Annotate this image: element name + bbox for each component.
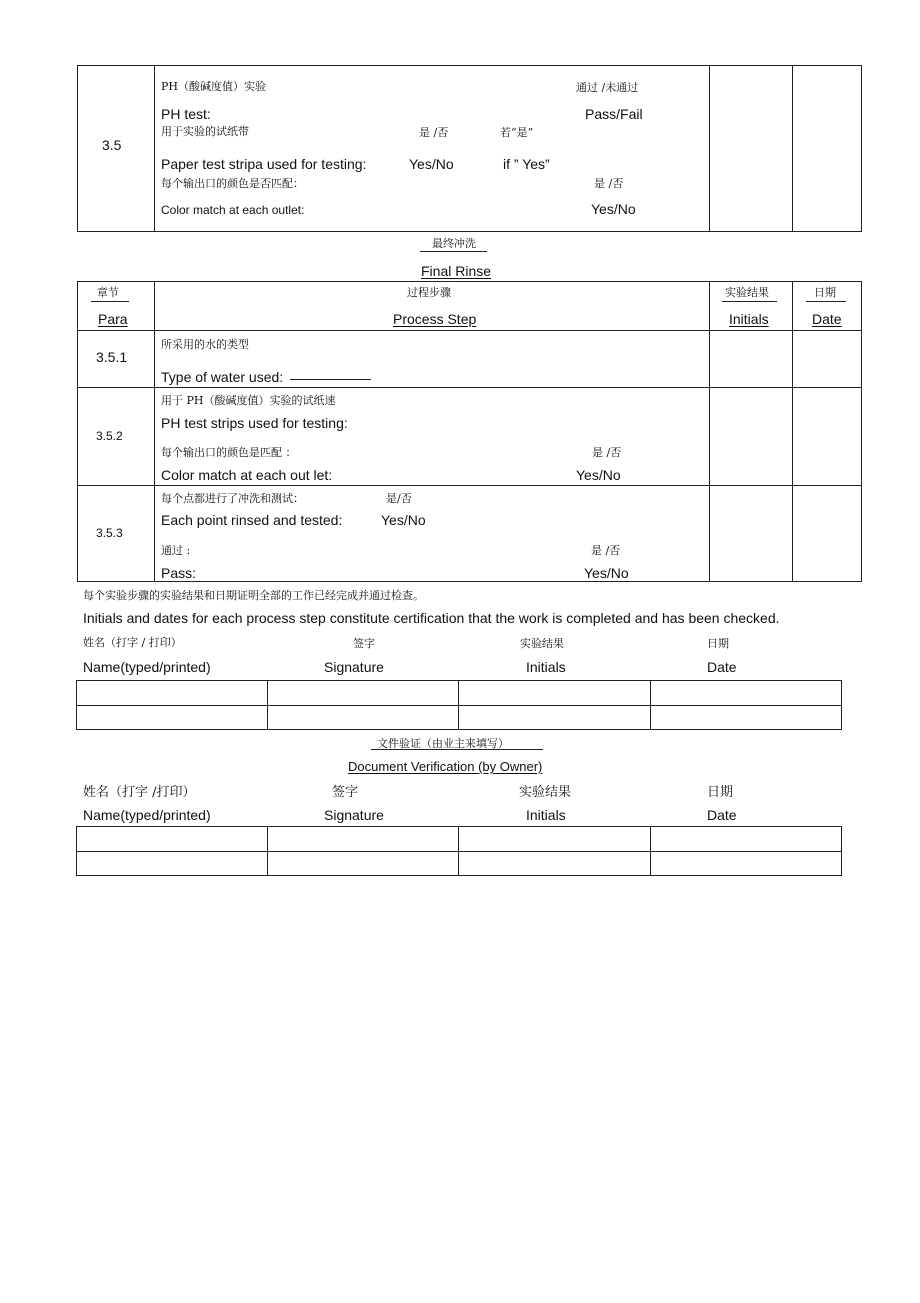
header-step-cn: 过程步骤 bbox=[407, 286, 451, 299]
pass-fail-label-cn: 通过 /未通过 bbox=[576, 81, 639, 94]
initials-header-cn: 实验结果 bbox=[520, 637, 564, 650]
row-para-number: 3.5.3 bbox=[96, 526, 123, 540]
rinse-test-label-cn: 每个点都进行了冲洗和测试： bbox=[161, 492, 304, 505]
yes-no-label: Yes/No bbox=[381, 512, 426, 528]
water-type-label: Type of water used: bbox=[161, 369, 284, 385]
header-date: Date bbox=[812, 311, 842, 327]
table-divider bbox=[709, 65, 710, 232]
yes-no-label-cn: 是/否 bbox=[386, 492, 412, 505]
test-strip-label: Paper test stripa used for testing: bbox=[161, 156, 367, 172]
grid-divider bbox=[458, 826, 459, 876]
grid-divider bbox=[76, 851, 842, 852]
grid-divider bbox=[458, 680, 459, 730]
row-para-number: 3.5.2 bbox=[96, 429, 123, 443]
signature-header: Signature bbox=[324, 659, 384, 675]
signature-header-cn: 签字 bbox=[353, 637, 375, 650]
if-yes-label-cn: 若“是” bbox=[500, 126, 534, 139]
header-step: Process Step bbox=[393, 311, 477, 327]
header-initials: Initials bbox=[729, 311, 769, 327]
date-header: Date bbox=[707, 807, 737, 823]
name-header-cn: 姓名（打字 / 打印） bbox=[83, 636, 182, 649]
header-date-cn: 日期 bbox=[814, 286, 836, 299]
grid-divider bbox=[267, 826, 268, 876]
date-header-cn: 日期 bbox=[707, 785, 734, 800]
row-para-number: 3.5.1 bbox=[96, 349, 128, 365]
date-header: Date bbox=[707, 659, 737, 675]
table-divider bbox=[792, 281, 793, 582]
grid-divider bbox=[267, 680, 268, 730]
header-underline bbox=[722, 301, 777, 302]
water-type-input-line[interactable] bbox=[290, 379, 371, 380]
rinse-test-label: Each point rinsed and tested: bbox=[161, 512, 343, 528]
table-divider bbox=[154, 65, 155, 232]
ph-test-label: PH test: bbox=[161, 106, 211, 122]
header-underline bbox=[91, 301, 129, 302]
color-match-label-cn: 每个输出口的颜色是否匹配： bbox=[161, 177, 304, 190]
water-type-label-cn: 所采用的水的类型 bbox=[161, 338, 249, 351]
ph-test-label-cn: PH（酸碱度值）实验 bbox=[161, 80, 266, 93]
outlet-color-label: Color match at each out let: bbox=[161, 467, 333, 483]
date-header-cn: 日期 bbox=[707, 637, 729, 650]
table-row-divider bbox=[77, 387, 862, 388]
name-header: Name(typed/printed) bbox=[83, 659, 211, 675]
table-divider bbox=[709, 281, 710, 582]
title-underline bbox=[371, 749, 543, 750]
pass-label: Pass: bbox=[161, 565, 197, 581]
signature-header: Signature bbox=[324, 807, 384, 823]
yes-no-label-cn: 是 /否 bbox=[591, 544, 621, 557]
pass-label-cn: 通过 : bbox=[161, 544, 191, 557]
header-para: Para bbox=[98, 311, 128, 327]
color-match-label: Color match at each outlet: bbox=[161, 203, 305, 217]
doc-verification-title-cn: 文件验证（由业主来填写） bbox=[377, 737, 509, 750]
name-header-cn: 姓名（打字 /打印） bbox=[83, 785, 196, 800]
yes-no-label: Yes/No bbox=[584, 565, 629, 581]
doc-verification-title: Document Verification (by Owner) bbox=[348, 759, 543, 774]
ph-strips-label: PH test strips used for testing: bbox=[161, 415, 348, 431]
para-number: 3.5 bbox=[102, 137, 122, 153]
final-rinse-title: Final Rinse bbox=[421, 263, 492, 279]
header-para-cn: 章节 bbox=[97, 286, 119, 299]
yes-no-label: Yes/No bbox=[576, 467, 621, 483]
certification-note-cn: 每个实验步骤的实验结果和日期证明全部的工作已经完成并通过检查。 bbox=[83, 589, 424, 602]
yes-no-label-cn: 是 /否 bbox=[592, 446, 622, 459]
title-underline bbox=[420, 251, 487, 252]
yes-no-label: Yes/No bbox=[591, 201, 636, 217]
initials-header: Initials bbox=[526, 659, 566, 675]
initials-header-cn: 实验结果 bbox=[519, 785, 572, 800]
grid-divider bbox=[650, 680, 651, 730]
header-underline bbox=[806, 301, 846, 302]
pass-fail-label: Pass/Fail bbox=[585, 106, 643, 122]
outlet-color-label-cn: 每个输出口的颜色是匹配 ： bbox=[161, 446, 297, 459]
ph-strips-label-cn: 用于 PH（酸碱度值）实验的试纸速 bbox=[161, 394, 336, 407]
table-row-divider bbox=[77, 485, 862, 486]
grid-divider bbox=[76, 705, 842, 706]
table-divider bbox=[154, 281, 155, 582]
signature-header-cn: 签字 bbox=[332, 785, 359, 800]
header-initials-cn: 实验结果 bbox=[725, 286, 769, 299]
yes-no-label-cn: 是 /否 bbox=[419, 126, 449, 139]
name-header: Name(typed/printed) bbox=[83, 807, 211, 823]
table-row-divider bbox=[77, 330, 862, 331]
certification-note: Initials and dates for each process step constitute certification that the work is completed and has been checked. bbox=[83, 610, 780, 626]
yes-no-label: Yes/No bbox=[409, 156, 454, 172]
final-rinse-title-cn: 最终冲洗 bbox=[432, 237, 476, 250]
grid-divider bbox=[650, 826, 651, 876]
table-divider bbox=[792, 65, 793, 232]
if-yes-label: if ” Yes” bbox=[503, 156, 550, 172]
yes-no-label-cn: 是 /否 bbox=[594, 177, 624, 190]
test-strip-label-cn: 用于实验的试纸带 bbox=[161, 125, 249, 138]
initials-header: Initials bbox=[526, 807, 566, 823]
